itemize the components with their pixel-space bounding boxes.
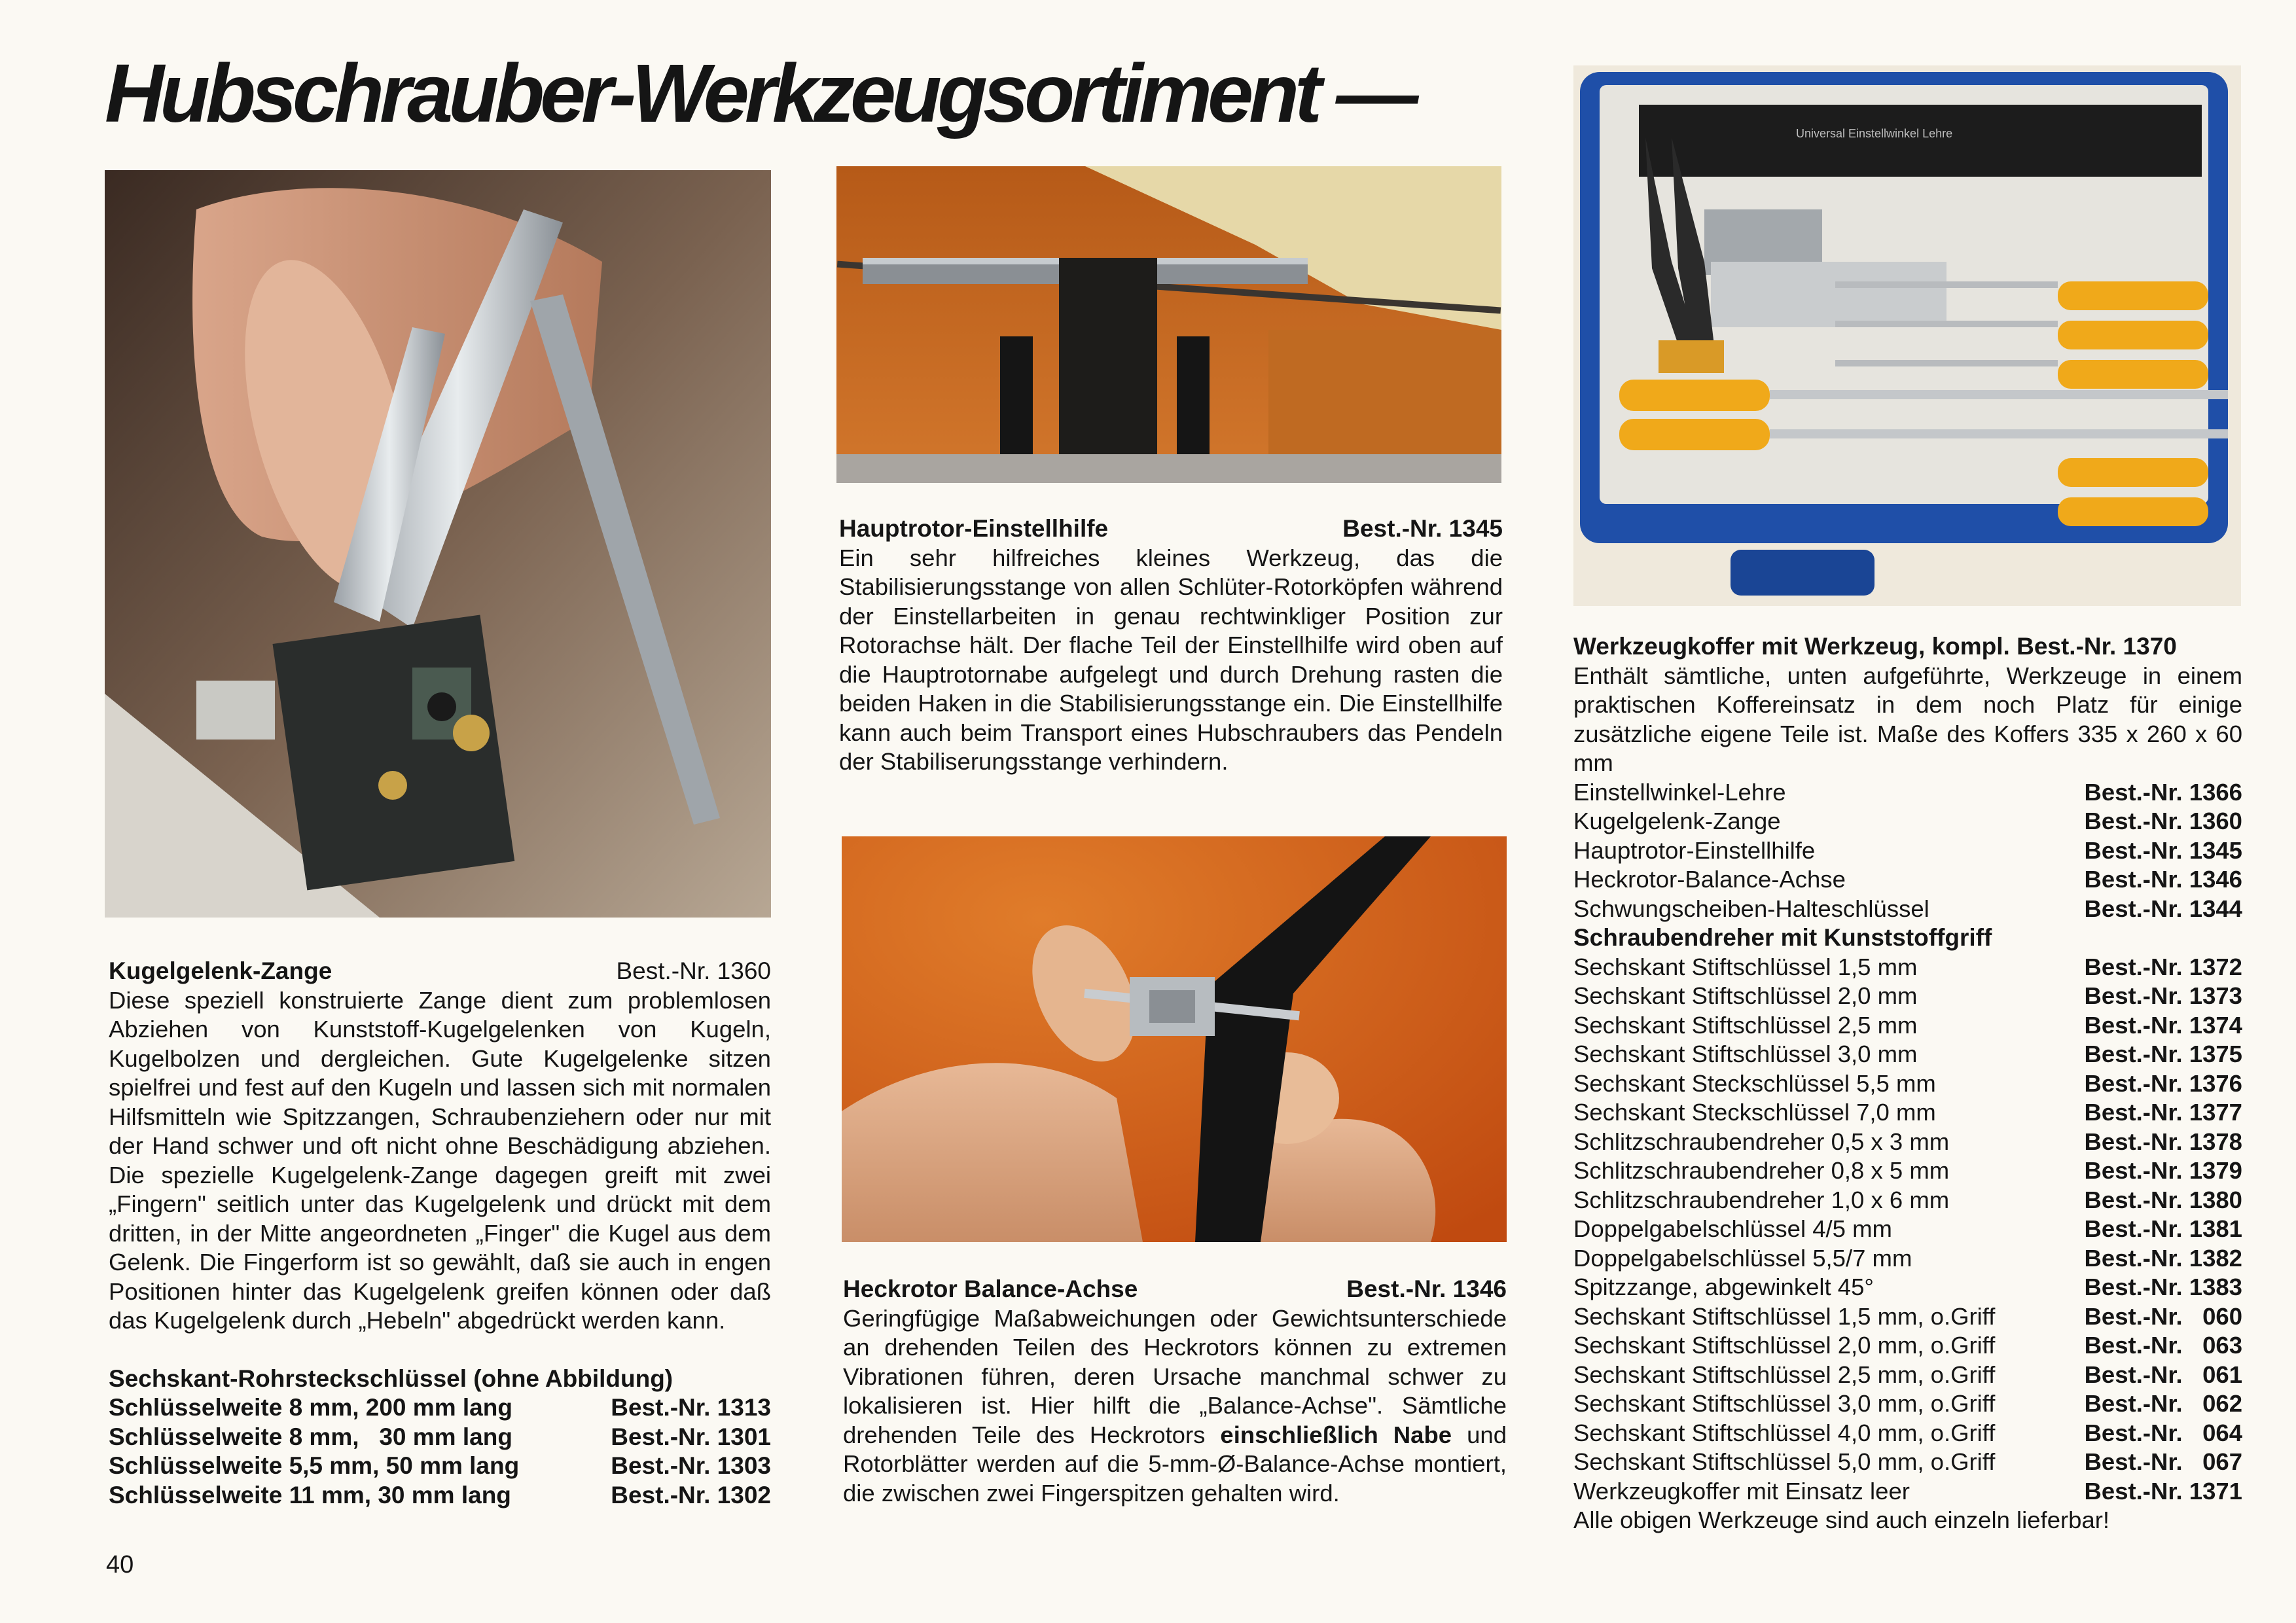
list-item-label: Schlitzschraubendreher 0,8 x 5 mm [1573, 1157, 1950, 1184]
list-item-order-number: Best.-Nr. 067 [2084, 1448, 2242, 1475]
list-item-label: Spitzzange, abgewinkelt 45° [1573, 1274, 1874, 1300]
list-item-label: Doppelgabelschlüssel 5,5/7 mm [1573, 1244, 1912, 1272]
list-item-label: Sechskant Stiftschlüssel 4,0 mm, o.Griff [1573, 1419, 1996, 1446]
list-item-order-number: Best.-Nr. 1375 [2084, 1041, 2242, 1067]
tail-rotor-heading [843, 1275, 1507, 1304]
list-item-label: Sechskant Stiftschlüssel 2,0 mm, o.Griff [1573, 1332, 1996, 1359]
photo-tool-case [1573, 65, 2241, 606]
list-item [1573, 1419, 2242, 1448]
list-item-label: Sechskant Stiftschlüssel 3,0 mm [1573, 1041, 1918, 1067]
list-item [1573, 1244, 2242, 1274]
list-item-order-number: Best.-Nr. 1374 [2084, 1011, 2242, 1039]
list-item-order-number: Best.-Nr. 1303 [611, 1452, 771, 1479]
list-item-order-number: Best.-Nr. 1380 [2084, 1186, 2242, 1213]
tail-rotor-description-b: und Rotorblätter werden auf die 5-mm-Ø-Balance-Achse montiert, die zwischen zwei Fingerspitzen gehalten wird. [843, 1421, 1507, 1507]
socket-wrench-heading: Sechskant-Rohrsteckschlüssel (ohne Abbildung) [109, 1364, 673, 1392]
col3-text [1573, 632, 2242, 1535]
list-item-order-number: Best.-Nr. 063 [2084, 1332, 2242, 1359]
list-item-label: Schlüsselweite 5,5 mm, 50 mm lang [109, 1452, 520, 1479]
list-item [1573, 1011, 2242, 1041]
list-item-label: Schlüsselweite 11 mm, 30 mm lang [109, 1481, 511, 1508]
col2-text-lower [843, 1275, 1507, 1508]
photo-ball-joint-pliers [105, 170, 771, 918]
list-item-label: Sechskant Stiftschlüssel 1,5 mm, o.Griff [1573, 1302, 1996, 1330]
tail-rotor-description-a: Geringfügige Maßabweichungen oder Gewichtsunterschiede an drehenden Teilen des Heckrotors können zu extremen Vibrationen führen, deren Ursache manchmal schwer zu lokalisieren ist. Hier hilft die „Balance-Achse". Sämtliche drehenden Teile des Heckrotors [843, 1304, 1507, 1448]
list-item-order-number: Best.-Nr. 064 [2084, 1419, 2242, 1446]
screwdriver-subheading: Schraubendreher mit Kunststoffgriff [1573, 924, 1992, 951]
list-item-order-number: Best.-Nr. 1382 [2084, 1244, 2242, 1272]
list-item [1573, 1156, 2242, 1186]
list-item [109, 1452, 771, 1481]
socket-wrench-list [109, 1393, 771, 1510]
tool-case-heading: Werkzeugkoffer mit Werkzeug, kompl. Best.-Nr. 1370 [1573, 633, 2177, 660]
tool-list-b [1573, 953, 2242, 1507]
col1-text [109, 957, 771, 1510]
tail-rotor-description-bold: einschließlich Nabe [1220, 1421, 1452, 1448]
list-item-label: Doppelgabelschlüssel 4/5 mm [1573, 1215, 1892, 1242]
tool-list-a [1573, 778, 2242, 924]
list-item [1573, 1098, 2242, 1128]
list-item-order-number: Best.-Nr. 1302 [611, 1481, 771, 1508]
list-item-order-number: Best.-Nr. 1377 [2084, 1099, 2242, 1126]
list-item [1573, 1448, 2242, 1477]
list-item-label: Schlüsselweite 8 mm, 30 mm lang [109, 1423, 512, 1450]
list-item-label: Sechskant Stiftschlüssel 3,0 mm, o.Griff [1573, 1390, 1996, 1417]
list-item-order-number: Best.-Nr. 060 [2084, 1302, 2242, 1330]
list-item [109, 1393, 771, 1423]
list-item-label: Kugelgelenk-Zange [1573, 808, 1781, 834]
col2-text-upper [839, 514, 1503, 777]
list-item [1573, 895, 2242, 924]
list-item-order-number: Best.-Nr. 1372 [2084, 953, 2242, 980]
list-item-order-number: Best.-Nr. 1383 [2084, 1274, 2242, 1300]
list-item [1573, 982, 2242, 1011]
list-item-order-number: Best.-Nr. 062 [2084, 1390, 2242, 1417]
list-item [1573, 1040, 2242, 1069]
list-item-label: Schlüsselweite 8 mm, 200 mm lang [109, 1394, 512, 1421]
page-title: Hubschrauber-Werkzeugsortiment — [105, 47, 1414, 139]
list-item [1573, 1128, 2242, 1157]
list-item [1573, 1389, 2242, 1419]
list-item-label: Hauptrotor-Einstellhilfe [1573, 836, 1816, 864]
main-rotor-heading [839, 514, 1503, 544]
list-item [109, 1423, 771, 1452]
list-item [1573, 1477, 2242, 1507]
list-item-order-number: Best.-Nr. 1376 [2084, 1069, 2242, 1097]
heading-label: Kugelgelenk-Zange [109, 957, 332, 984]
tail-rotor-description [843, 1304, 1507, 1508]
list-item-order-number: Best.-Nr. 1371 [2084, 1477, 2242, 1505]
page-number: 40 [106, 1551, 134, 1578]
list-item [1573, 836, 2242, 866]
list-item-label: Sechskant Stiftschlüssel 2,5 mm, o.Griff [1573, 1361, 1996, 1388]
list-item [1573, 953, 2242, 982]
tool-case-description: Enthält sämtliche, unten aufgeführte, Werkzeuge in einem praktischen Koffereinsatz in dem noch Platz für einige zusätzliche eigene Teile ist. Maße des Koffers 335 x 260 x 60 mm [1573, 662, 2242, 776]
list-item-label: Schwungscheiben-Halteschlüssel [1573, 895, 1929, 922]
photo-tail-rotor-balance-axle [842, 836, 1507, 1242]
list-item-order-number: Best.-Nr. 1313 [611, 1394, 771, 1421]
list-item-order-number: Best.-Nr. 061 [2084, 1361, 2242, 1388]
list-item-label: Schlitzschraubendreher 0,5 x 3 mm [1573, 1128, 1950, 1155]
list-item [1573, 1273, 2242, 1302]
list-item-order-number: Best.-Nr. 1301 [611, 1423, 771, 1450]
list-item-order-number: Best.-Nr. 1381 [2084, 1215, 2242, 1242]
list-item [1573, 778, 2242, 808]
list-item [1573, 807, 2242, 836]
list-item [109, 1481, 771, 1510]
list-item [1573, 1331, 2242, 1361]
order-number: Best.-Nr. 1360 [616, 957, 771, 984]
list-item-label: Sechskant Steckschlüssel 5,5 mm [1573, 1069, 1936, 1097]
order-number: Best.-Nr. 1345 [1342, 515, 1503, 542]
ball-joint-pliers-description: Diese speziell konstruierte Zange dient zum problemlosen Abziehen von Kunststoff-Kugelgelenken von Kugeln, Kugelbolzen und dergleichen. Gute Kugelgelenke sitzen spielfrei und fest auf den Kugeln und lassen sich mit normalen Hilfsmitteln wie Spitzzangen, Schraubenziehern oder nur mit der Hand schwer und oft nicht ohne Beschädigung abziehen. Die spezielle Kugelgelenk-Zange dagegen greift mit zwei „Fingern" seitlich unter das Kugelgelenk und drückt mit dem dritten, in der Mitte angeordneten „Finger" die Kugel aus dem Gelenk. Die Fingerform ist so gewählt, daß sie auch in engen Positionen hinter das Kugelgelenk greifen können oder daß das Kugelgelenk durch „Hebeln" abgedrückt werden kann. [109, 986, 771, 1334]
list-item-order-number: Best.-Nr. 1378 [2084, 1128, 2242, 1155]
list-item-order-number: Best.-Nr. 1379 [2084, 1157, 2242, 1184]
case-gauge-label: Universal Einstellwinkel Lehre [1796, 127, 1953, 140]
list-item-label: Sechskant Stiftschlüssel 5,0 mm, o.Griff [1573, 1448, 1996, 1475]
list-item-label: Sechskant Stiftschlüssel 2,0 mm [1573, 982, 1918, 1009]
list-item-order-number: Best.-Nr. 1344 [2084, 895, 2242, 922]
list-item [1573, 1361, 2242, 1390]
list-item-label: Heckrotor-Balance-Achse [1573, 866, 1846, 893]
list-item-order-number: Best.-Nr. 1345 [2084, 836, 2242, 864]
list-item [1573, 1186, 2242, 1215]
list-item-order-number: Best.-Nr. 1360 [2084, 808, 2242, 834]
list-item-label: Werkzeugkoffer mit Einsatz leer [1573, 1477, 1910, 1505]
photo-main-rotor-adjustment [836, 166, 1501, 483]
list-item-label: Schlitzschraubendreher 1,0 x 6 mm [1573, 1186, 1950, 1213]
list-item-label: Einstellwinkel-Lehre [1573, 778, 1786, 806]
heading-label: Hauptrotor-Einstellhilfe [839, 515, 1109, 542]
list-item [1573, 1215, 2242, 1244]
list-item-order-number: Best.-Nr. 1346 [2084, 866, 2242, 893]
list-item-order-number: Best.-Nr. 1373 [2084, 982, 2242, 1009]
order-number: Best.-Nr. 1346 [1346, 1275, 1507, 1302]
heading-label: Heckrotor Balance-Achse [843, 1275, 1138, 1302]
list-item-label: Sechskant Stiftschlüssel 1,5 mm [1573, 953, 1918, 980]
ball-joint-pliers-heading [109, 957, 771, 986]
list-item-label: Sechskant Steckschlüssel 7,0 mm [1573, 1099, 1936, 1126]
list-item [1573, 1302, 2242, 1332]
main-rotor-description: Ein sehr hilfreiches kleines Werkzeug, das die Stabilisierungsstange von allen Schlüter-Rotorköpfen während der Einstellarbeiten in genau rechtwinkliger Position zur Rotorachse hält. Der flache Teil der Einstellhilfe wird oben auf die Hauptrotornabe aufgelegt und durch Drehung rasten die beiden Haken in die Stabilisierungsstange ein. Die Einstellhilfe kann auch beim Transport eines Hubschraubers das Pendeln der Stabiliserungsstange verhindern. [839, 544, 1503, 775]
list-item [1573, 1069, 2242, 1099]
list-item [1573, 865, 2242, 895]
list-item-label: Sechskant Stiftschlüssel 2,5 mm [1573, 1011, 1918, 1039]
availability-note: Alle obigen Werkzeuge sind auch einzeln lieferbar! [1573, 1507, 2110, 1533]
list-item-order-number: Best.-Nr. 1366 [2084, 778, 2242, 806]
